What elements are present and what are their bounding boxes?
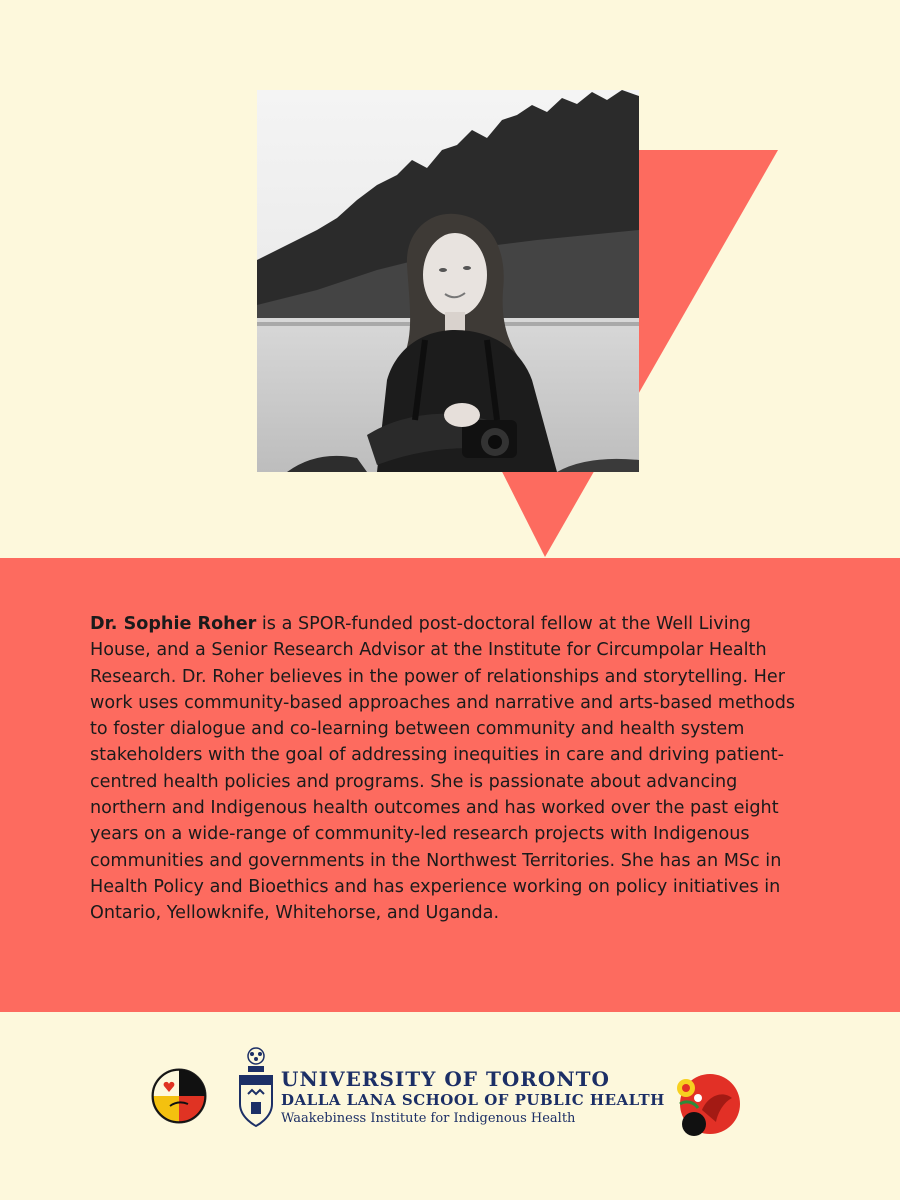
partner-logo [672,1068,752,1138]
uoft-wordmark [281,1068,665,1128]
bio-paragraph [90,611,802,927]
portrait-photo [257,90,639,472]
waakebiness-logo [148,1052,210,1136]
bio-text: is a SPOR-funded post-doctoral fellow at the Well Living House, and a Senior Research Advisor at the Institute for Circumpolar Health Research. Dr. Roher believes in the power of relationships and storytelling. Her work uses community-based approaches and narrative and arts-based methods to foster dialogue and co-learning between community and health system stakeholders with the goal of addressing inequities in care and driving patient-centred health policies and programs. She is passionate about advancing northern and Indigenous health outcomes and has worked over the past eight years on a wide-range of community-led research projects with Indigenous communities and governments in the Northwest Territories. She has an MSc in Health Policy and Bioethics and has experience working on policy initiatives in Ontario, Yellowknife, Whitehorse, and Uganda. [90,614,796,924]
uoft-institute: Waakebiness Institute for Indigenous Health [281,1111,576,1126]
uoft-crest-icon [236,1046,276,1132]
uoft-school: DALLA LANA SCHOOL OF PUBLIC HEALTH [281,1091,665,1109]
uoft-name: UNIVERSITY OF TORONTO [281,1067,610,1091]
bio-name: Dr. Sophie Roher [90,614,257,634]
